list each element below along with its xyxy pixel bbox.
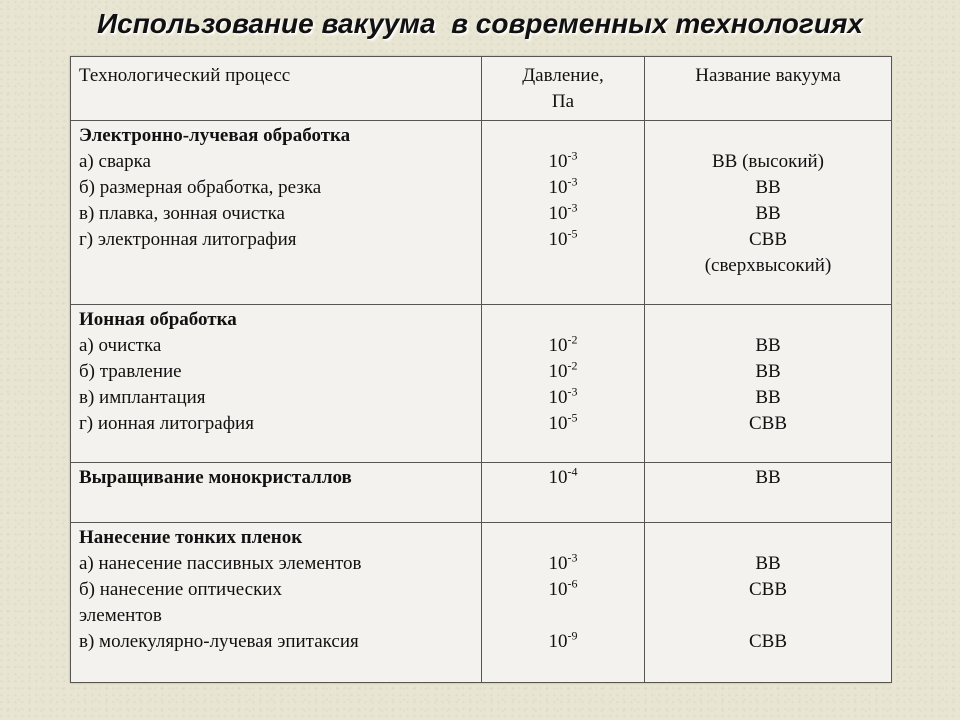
list-item: в) имплантация bbox=[79, 387, 206, 408]
table-header-row bbox=[71, 57, 892, 121]
list-item: а) очистка bbox=[79, 335, 162, 356]
group-title: Выращивание монокристаллов bbox=[79, 467, 352, 488]
pressure-exponent: -3 bbox=[567, 384, 578, 399]
pressure-base: 10 bbox=[548, 553, 568, 574]
pressure-value bbox=[490, 385, 636, 411]
list-item: г) ионная литография bbox=[79, 413, 254, 434]
header-pressure-line1: Давление, bbox=[522, 65, 604, 86]
pressure-value bbox=[490, 465, 636, 491]
pressure-value bbox=[490, 411, 636, 437]
pressure-cell bbox=[482, 523, 645, 683]
vacuum-name: ВВ (высокий) bbox=[712, 151, 824, 172]
pressure-base: 10 bbox=[548, 335, 568, 356]
pressure-value bbox=[490, 359, 636, 385]
vacuum-name: ВВ bbox=[755, 361, 781, 382]
pressure-base: 10 bbox=[548, 361, 568, 382]
table-row bbox=[71, 463, 892, 523]
list-item: в) молекулярно-лучевая эпитаксия bbox=[79, 631, 359, 652]
process-cell bbox=[71, 305, 482, 463]
pressure-value bbox=[490, 227, 636, 253]
vacuum-cell bbox=[645, 463, 892, 523]
pressure-exponent: -3 bbox=[567, 550, 578, 565]
list-item: а) нанесение пассивных элементов bbox=[79, 553, 362, 574]
group-title: Электронно-лучевая обработка bbox=[79, 125, 351, 146]
table-sheet bbox=[70, 56, 891, 683]
pressure-exponent: -3 bbox=[567, 200, 578, 215]
table-row bbox=[71, 121, 892, 305]
pressure-exponent: -3 bbox=[567, 174, 578, 189]
vacuum-name: ВВ bbox=[755, 553, 781, 574]
vacuum-name: ВВ bbox=[755, 467, 781, 488]
pressure-base: 10 bbox=[548, 177, 568, 198]
pressure-base: 10 bbox=[548, 387, 568, 408]
pressure-value bbox=[490, 577, 636, 603]
pressure-base: 10 bbox=[548, 579, 568, 600]
pressure-cell bbox=[482, 305, 645, 463]
process-cell bbox=[71, 121, 482, 305]
vacuum-cell bbox=[645, 305, 892, 463]
pressure-exponent: -3 bbox=[567, 148, 578, 163]
pressure-base: 10 bbox=[548, 467, 568, 488]
pressure-base: 10 bbox=[548, 631, 568, 652]
header-pressure bbox=[482, 57, 645, 121]
list-item: а) сварка bbox=[79, 151, 151, 172]
pressure-value bbox=[490, 149, 636, 175]
pressure-exponent: -4 bbox=[567, 464, 578, 479]
group-title: Ионная обработка bbox=[79, 309, 237, 330]
pressure-base: 10 bbox=[548, 229, 568, 250]
vacuum-name: ВВ bbox=[755, 387, 781, 408]
vacuum-cell bbox=[645, 523, 892, 683]
vacuum-name: СВВ bbox=[748, 413, 788, 434]
pressure-exponent: -9 bbox=[567, 628, 578, 643]
pressure-base: 10 bbox=[548, 151, 568, 172]
process-cell bbox=[71, 523, 482, 683]
group-title: Нанесение тонких пленок bbox=[79, 527, 303, 548]
header-vacuum: Название вакуума bbox=[645, 57, 892, 121]
vacuum-name: СВВ bbox=[748, 229, 788, 250]
header-pressure-line2: Па bbox=[551, 91, 575, 112]
header-process: Технологический процесс bbox=[71, 57, 482, 121]
vacuum-name: ВВ bbox=[755, 203, 781, 224]
pressure-exponent: -2 bbox=[567, 332, 578, 347]
slide-title: Использование вакуума в современных технологиях bbox=[96, 8, 863, 39]
vacuum-name: СВВ bbox=[748, 579, 788, 600]
list-item: элементов bbox=[79, 605, 162, 626]
list-item: в) плавка, зонная очистка bbox=[79, 203, 285, 224]
spacer bbox=[653, 603, 883, 629]
spacer bbox=[490, 603, 636, 629]
table-row bbox=[71, 523, 892, 683]
vacuum-name: ВВ bbox=[755, 335, 781, 356]
pressure-exponent: -5 bbox=[567, 410, 578, 425]
pressure-value bbox=[490, 175, 636, 201]
table-row bbox=[71, 305, 892, 463]
list-item: б) нанесение оптических bbox=[79, 579, 282, 600]
list-item: г) электронная литография bbox=[79, 229, 297, 250]
pressure-value bbox=[490, 333, 636, 359]
vacuum-cell bbox=[645, 121, 892, 305]
pressure-cell bbox=[482, 121, 645, 305]
pressure-base: 10 bbox=[548, 413, 568, 434]
pressure-value bbox=[490, 201, 636, 227]
process-cell bbox=[71, 463, 482, 523]
vacuum-name: СВВ bbox=[748, 631, 788, 652]
pressure-cell bbox=[482, 463, 645, 523]
pressure-exponent: -6 bbox=[567, 576, 578, 591]
vacuum-name: ВВ bbox=[755, 177, 781, 198]
list-item: б) размерная обработка, резка bbox=[79, 177, 322, 198]
vacuum-technology-table bbox=[70, 56, 892, 683]
pressure-value bbox=[490, 551, 636, 577]
list-item: б) травление bbox=[79, 361, 182, 382]
pressure-exponent: -2 bbox=[567, 358, 578, 373]
pressure-value bbox=[490, 629, 636, 655]
pressure-base: 10 bbox=[548, 203, 568, 224]
pressure-exponent: -5 bbox=[567, 226, 578, 241]
vacuum-name: (сверхвысокий) bbox=[704, 255, 832, 276]
